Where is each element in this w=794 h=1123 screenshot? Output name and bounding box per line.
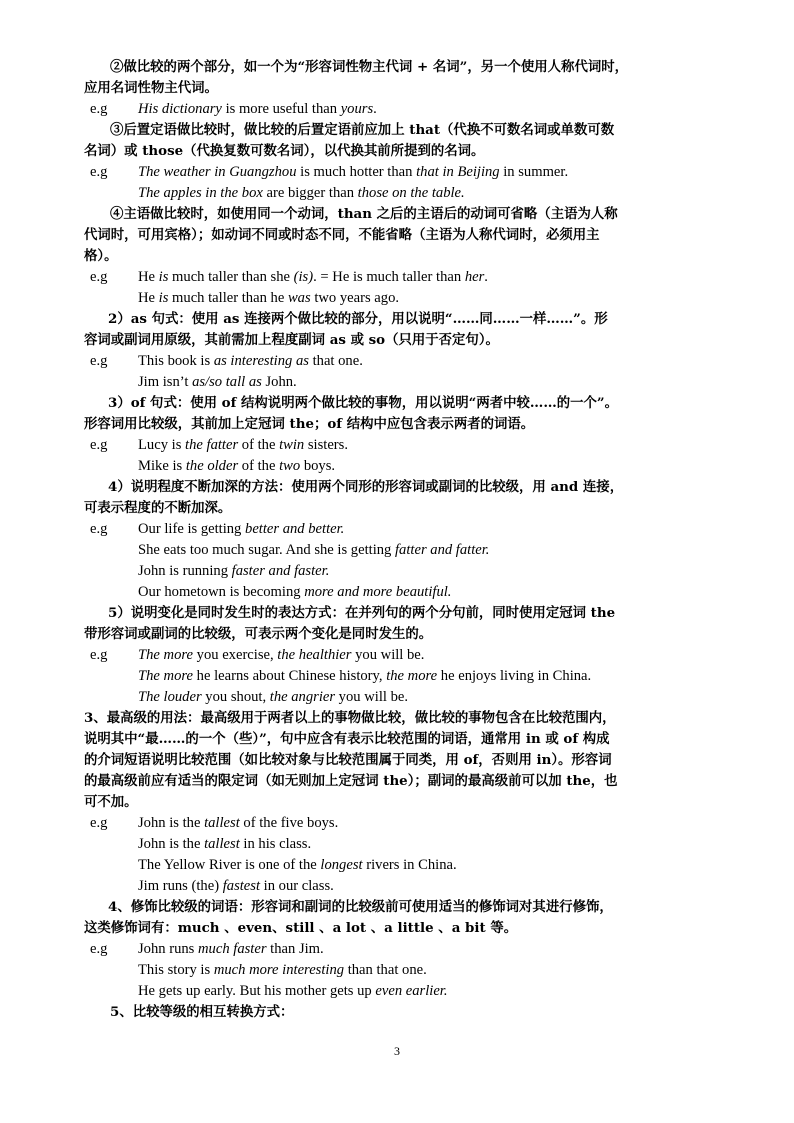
paragraph-line: 2）as 句式：使用 as 连接两个做比较的部分，用以说明“……同……一样……”。形 — [108, 311, 608, 327]
example-text — [138, 834, 311, 855]
example-label: e.g — [90, 269, 108, 285]
example-text — [138, 435, 348, 456]
example-sentence — [84, 666, 720, 687]
emphasized-phrase: (is) — [293, 269, 314, 285]
sentence-fragment: . = He is much taller than — [313, 269, 465, 285]
emphasized-phrase: the fatter — [185, 437, 239, 453]
document-body — [84, 57, 720, 1023]
example-sentence — [84, 183, 720, 204]
emphasized-phrase: tallest — [204, 836, 240, 852]
sentence-fragment: he enjoys living in China. — [437, 668, 592, 684]
emphasized-phrase: is — [158, 269, 169, 285]
example-group — [84, 645, 720, 708]
paragraph-line: 这类修饰词有：much 、even、still 、a lot 、a little 、a bit 等。 — [84, 920, 518, 936]
sentence-fragment: than that one. — [344, 962, 427, 978]
emphasized-phrase: even earlier. — [375, 983, 448, 999]
example-sentence — [84, 99, 720, 120]
paragraph-line: 的介词短语说明比较范围（如比较对象与比较范围属于同类，用 of，否则用 in）。形容词 — [84, 752, 612, 768]
emphasized-phrase: two — [279, 458, 301, 474]
example-text — [138, 372, 297, 393]
paragraph-line: 格）。 — [84, 248, 118, 264]
example-label: e.g — [90, 815, 108, 831]
sentence-fragment: . — [373, 101, 377, 117]
example-group — [84, 162, 720, 204]
sentence-fragment: Our hometown is becoming — [138, 584, 305, 600]
example-text — [138, 582, 451, 603]
example-sentence — [84, 855, 720, 876]
paragraph-line: 容词或副词用原级，其前需加上程度副词 as 或 so（只用于否定句）。 — [84, 332, 499, 348]
example-sentence — [84, 834, 720, 855]
example-sentence — [84, 456, 720, 477]
grammar-paragraph — [84, 57, 720, 99]
example-text — [138, 876, 334, 897]
paragraph-line: 可表示程度的不断加深。 — [84, 500, 232, 516]
emphasized-phrase: much faster — [198, 941, 267, 957]
paragraph-line: 的最高级前应有适当的限定词（如无则加上定冠词 the）；副词的最高级前可以加 the，也 — [84, 773, 618, 789]
sentence-fragment: Our life is getting — [138, 521, 246, 537]
sentence-fragment: he learns about Chinese history, — [193, 668, 387, 684]
example-label: e.g — [90, 437, 108, 453]
example-text — [138, 540, 489, 561]
grammar-paragraph — [84, 1002, 720, 1023]
grammar-paragraph — [84, 393, 720, 435]
example-label: e.g — [90, 521, 108, 537]
example-text — [138, 519, 344, 540]
sentence-fragment: Mike is — [138, 458, 186, 474]
emphasized-phrase: tallest — [204, 815, 240, 831]
emphasized-phrase: as/so tall as — [192, 374, 262, 390]
example-sentence — [84, 687, 720, 708]
example-text — [138, 351, 363, 372]
example-sentence — [84, 645, 720, 666]
example-label: e.g — [90, 941, 108, 957]
emphasized-phrase: much more interesting — [213, 962, 345, 978]
page-number: 3 — [394, 1044, 400, 1058]
grammar-paragraph — [84, 603, 720, 645]
sentence-fragment: The Yellow River is one of the — [138, 857, 321, 873]
paragraph-line: ④主语做比较时，如使用同一个动词，than 之后的主语后的动词可省略（主语为人称 — [110, 206, 618, 222]
paragraph-line: 4）说明程度不断加深的方法：使用两个同形的形容词或副词的比较级，用 and 连接， — [108, 479, 624, 495]
example-group — [84, 99, 720, 120]
paragraph-line: 形容词用比较级，其前加上定冠词 the；of 结构中应包含表示两者的词语。 — [84, 416, 535, 432]
sentence-fragment: is more useful than — [221, 101, 341, 117]
example-group — [84, 939, 720, 1002]
sentence-fragment: This book is — [138, 353, 214, 369]
sentence-fragment: This story is — [138, 962, 214, 978]
example-sentence — [84, 267, 720, 288]
example-sentence — [84, 162, 720, 183]
emphasized-phrase: fastest — [222, 878, 261, 894]
sentence-fragment: you will be. — [351, 647, 425, 663]
emphasized-phrase: those on the table. — [357, 185, 465, 201]
emphasized-phrase: more and more beautiful. — [304, 584, 452, 600]
example-text — [138, 939, 324, 960]
sentence-fragment: boys. — [300, 458, 336, 474]
example-text — [138, 162, 568, 183]
example-sentence — [84, 519, 720, 540]
sentence-fragment: of the five boys. — [239, 815, 339, 831]
emphasized-phrase: longest — [320, 857, 363, 873]
example-text — [138, 687, 408, 708]
example-text — [138, 645, 424, 666]
paragraph-line: 4、修饰比较级的词语：形容词和副词的比较级前可使用适当的修饰词对其进行修饰， — [108, 899, 613, 915]
example-text — [138, 813, 338, 834]
paragraph-line: ③后置定语做比较时，做比较的后置定语前应加上 that（代换不可数名词或单数可数 — [110, 122, 615, 138]
sentence-fragment: John runs — [138, 941, 198, 957]
example-label: e.g — [90, 353, 108, 369]
sentence-fragment: He — [138, 290, 159, 306]
example-text — [138, 960, 427, 981]
example-label: e.g — [90, 101, 108, 117]
emphasized-phrase: The apples in the box — [138, 185, 263, 201]
sentence-fragment: Lucy is — [138, 437, 186, 453]
emphasized-phrase: fatter and fatter. — [395, 542, 490, 558]
paragraph-line: 代词时，可用宾格）；如动词不同或时态不同，不能省略（主语为人称代词时，必须用主 — [84, 227, 600, 243]
paragraph-line: 说明其中“最……的一个（些）”，句中应含有表示比较范围的词语，通常用 in 或 of 构成 — [84, 731, 610, 747]
emphasized-phrase: her — [464, 269, 485, 285]
sentence-fragment: than Jim. — [266, 941, 324, 957]
sentence-fragment: sisters. — [304, 437, 348, 453]
sentence-fragment: that one. — [308, 353, 363, 369]
emphasized-phrase: the more — [386, 668, 438, 684]
example-group — [84, 435, 720, 477]
sentence-fragment: of the — [238, 458, 280, 474]
sentence-fragment: He — [138, 269, 159, 285]
sentence-fragment: in our class. — [260, 878, 334, 894]
example-label: e.g — [90, 164, 108, 180]
paragraph-line: 名词）或 those（代换复数可数名词），以代换其前所提到的名词。 — [84, 143, 485, 159]
emphasized-phrase: twin — [279, 437, 305, 453]
emphasized-phrase: as interesting as — [213, 353, 309, 369]
sentence-fragment: two years ago. — [310, 290, 400, 306]
paragraph-line: 3、最高级的用法：最高级用于两者以上的事物做比较，做比较的事物包含在比较范围内， — [84, 710, 616, 726]
sentence-fragment: much taller than he — [168, 290, 288, 306]
example-text — [138, 981, 448, 1002]
sentence-fragment: in his class. — [239, 836, 312, 852]
example-text — [138, 855, 457, 876]
paragraph-line: 5）说明变化是同时发生时的表达方式：在并列句的两个分句前，同时使用定冠词 the — [108, 605, 616, 621]
example-group — [84, 519, 720, 603]
example-sentence — [84, 981, 720, 1002]
example-group — [84, 813, 720, 897]
sentence-fragment: Jim runs (the) — [138, 878, 223, 894]
sentence-fragment: John is the — [138, 815, 205, 831]
emphasized-phrase: the healthier — [277, 647, 352, 663]
sentence-fragment: you will be. — [335, 689, 408, 705]
sentence-fragment: John is the — [138, 836, 205, 852]
sentence-fragment: He gets up early. But his mother gets up — [138, 983, 376, 999]
paragraph-line: 带形容词或副词的比较级，可表示两个变化是同时发生的。 — [84, 626, 433, 642]
example-sentence — [84, 372, 720, 393]
sentence-fragment: you exercise, — [193, 647, 278, 663]
example-group — [84, 267, 720, 309]
example-text — [138, 666, 591, 687]
grammar-paragraph — [84, 204, 720, 267]
sentence-fragment: in summer. — [499, 164, 569, 180]
emphasized-phrase: yours — [340, 101, 374, 117]
sentence-fragment: you shout, — [201, 689, 270, 705]
grammar-paragraph — [84, 309, 720, 351]
sentence-fragment: She eats too much sugar. And she is getting — [138, 542, 395, 558]
grammar-paragraph — [84, 120, 720, 162]
example-sentence — [84, 561, 720, 582]
sentence-fragment: of the — [238, 437, 280, 453]
example-text — [138, 456, 335, 477]
emphasized-phrase: is — [158, 290, 169, 306]
emphasized-phrase: The more — [138, 668, 193, 684]
sentence-fragment: is much hotter than — [296, 164, 417, 180]
example-sentence — [84, 351, 720, 372]
paragraph-line: 应用名词性物主代词。 — [84, 80, 218, 96]
emphasized-phrase: the older — [185, 458, 239, 474]
example-sentence — [84, 435, 720, 456]
emphasized-phrase: The louder — [138, 689, 202, 705]
emphasized-phrase: better and better. — [245, 521, 345, 537]
sentence-fragment: rivers in China. — [362, 857, 457, 873]
grammar-paragraph — [84, 708, 720, 813]
sentence-fragment: much taller than she — [168, 269, 294, 285]
example-sentence — [84, 939, 720, 960]
example-text — [138, 288, 399, 309]
paragraph-line: 可不加。 — [84, 794, 138, 810]
sentence-fragment: John is running — [138, 563, 232, 579]
example-sentence — [84, 813, 720, 834]
example-text — [138, 99, 377, 120]
emphasized-phrase: faster and faster. — [231, 563, 330, 579]
emphasized-phrase: that in Beijing — [416, 164, 500, 180]
emphasized-phrase: His dictionary — [138, 101, 222, 117]
example-text — [138, 267, 488, 288]
emphasized-phrase: The weather in Guangzhou — [138, 164, 297, 180]
example-sentence — [84, 582, 720, 603]
emphasized-phrase: was — [287, 290, 311, 306]
example-text — [138, 183, 465, 204]
sentence-fragment: John. — [261, 374, 297, 390]
example-sentence — [84, 960, 720, 981]
sentence-fragment: Jim isn’t — [138, 374, 193, 390]
grammar-paragraph — [84, 897, 720, 939]
example-sentence — [84, 288, 720, 309]
example-sentence — [84, 876, 720, 897]
sentence-fragment: . — [484, 269, 488, 285]
paragraph-line: ②做比较的两个部分，如一个为“形容词性物主代词 + 名词”，另一个使用人称代词时， — [110, 59, 629, 75]
example-text — [138, 561, 329, 582]
paragraph-line: 3）of 句式：使用 of 结构说明两个做比较的事物，用以说明“两者中较……的一个”。 — [108, 395, 618, 411]
example-label: e.g — [90, 647, 108, 663]
example-group — [84, 351, 720, 393]
grammar-paragraph — [84, 477, 720, 519]
emphasized-phrase: The more — [138, 647, 193, 663]
paragraph-line: 5、比较等级的相互转换方式： — [110, 1004, 294, 1020]
example-sentence — [84, 540, 720, 561]
emphasized-phrase: the angrier — [269, 689, 336, 705]
sentence-fragment: are bigger than — [262, 185, 358, 201]
